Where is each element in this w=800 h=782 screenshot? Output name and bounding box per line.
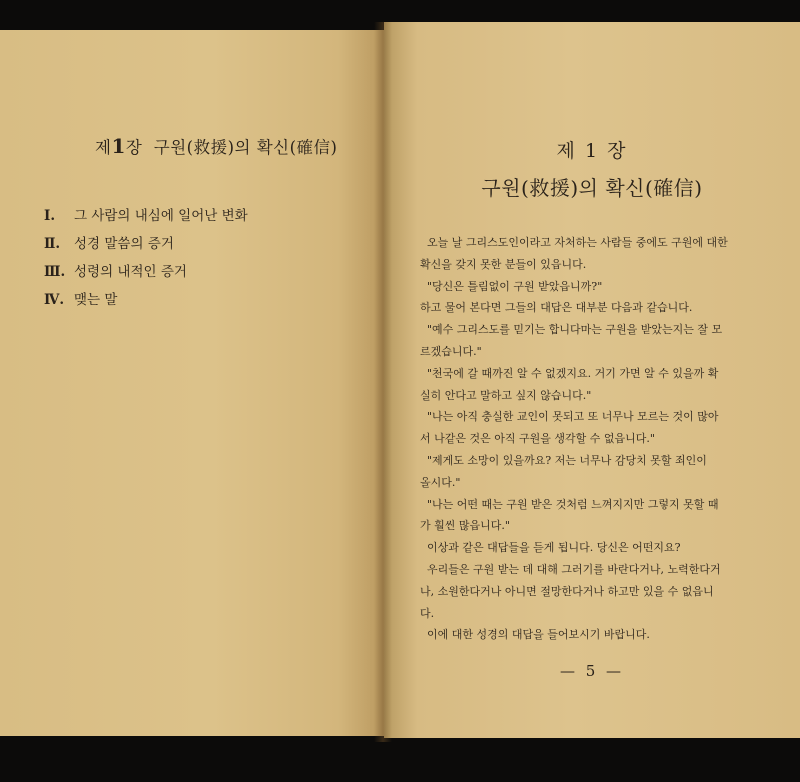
text-line: 이에 대한 성경의 대답을 들어보시기 바랍니다. (420, 628, 650, 642)
toc-item (44, 232, 248, 260)
toc-item-numeral: Ⅰ. (44, 208, 56, 224)
table-of-contents (44, 204, 248, 316)
toc-item-numeral: Ⅲ. (44, 264, 66, 280)
text-line: "당신은 틀림없이 구원 받았읍니까?" (420, 279, 603, 293)
text-line: 실히 안다고 말하고 싶지 않습니다." (420, 388, 592, 402)
toc-title (95, 134, 375, 158)
toc-item-text: 성경 말씀의 증거 (74, 236, 174, 252)
toc-item (44, 260, 248, 288)
chapter-subtitle: 구원(救援)의 확신(確信) (481, 176, 703, 200)
toc-title-rest: 장 구원(救援)의 확신(確信) (125, 138, 338, 157)
toc-item-numeral: Ⅳ. (44, 292, 65, 308)
chapter-heading: 제 1 장 (556, 140, 628, 162)
text-line: 우리들은 구원 받는 데 대해 그러기를 바란다거나, 노력한다거 (420, 562, 721, 576)
text-line: 가 훨씬 많읍니다." (420, 519, 510, 533)
text-line: 확신을 갖지 못한 분들이 있읍니다. (420, 257, 587, 271)
toc-title-prefix: 제 (95, 138, 112, 157)
text-line: 다. (420, 606, 435, 620)
text-line: 서 나같은 것은 아직 구원을 생각할 수 없읍니다." (420, 432, 655, 446)
toc-item-text: 그 사람의 내심에 일어난 변화 (74, 208, 248, 224)
text-line: "나는 어떤 때는 구원 받은 것처럼 느껴지지만 그렇지 못할 때 (420, 497, 719, 511)
toc-item-text: 맺는 말 (74, 292, 118, 308)
page-number: — 5 — (559, 662, 625, 680)
right-page (384, 22, 800, 738)
text-line: 나, 소원한다거나 아니면 절망한다거나 하고만 있을 수 없읍니 (420, 584, 714, 598)
body-text (420, 232, 792, 646)
left-page (0, 30, 384, 736)
book-spread (0, 22, 800, 742)
toc-title-number: 1 (111, 134, 126, 158)
text-line: 이상과 같은 대답들을 듣게 됩니다. 당신은 어떤지요? (420, 541, 681, 555)
text-line: "제게도 소망이 있을까요? 저는 너무나 감당치 못할 죄인이 (420, 453, 707, 467)
toc-item (44, 288, 248, 316)
text-line: 올시다." (420, 475, 461, 489)
toc-item-text: 성령의 내적인 증거 (74, 264, 187, 280)
text-line: 하고 물어 본다면 그들의 대답은 대부분 다음과 같습니다. (420, 301, 693, 315)
toc-item-numeral: Ⅱ. (44, 236, 61, 252)
text-line: 르겠습니다." (420, 344, 482, 358)
text-line: 오늘 날 그리스도인이라고 자처하는 사람들 중에도 구원에 대한 (420, 236, 728, 249)
text-line: "나는 아직 충실한 교인이 못되고 또 너무나 모르는 것이 많아 (420, 410, 719, 424)
text-line: "예수 그리스도를 믿기는 합니다마는 구원을 받았는지는 잘 모 (420, 323, 723, 337)
text-line: "천국에 갈 때까진 알 수 없겠지요. 거기 가면 알 수 있을까 확 (420, 366, 719, 380)
toc-item (44, 204, 248, 232)
